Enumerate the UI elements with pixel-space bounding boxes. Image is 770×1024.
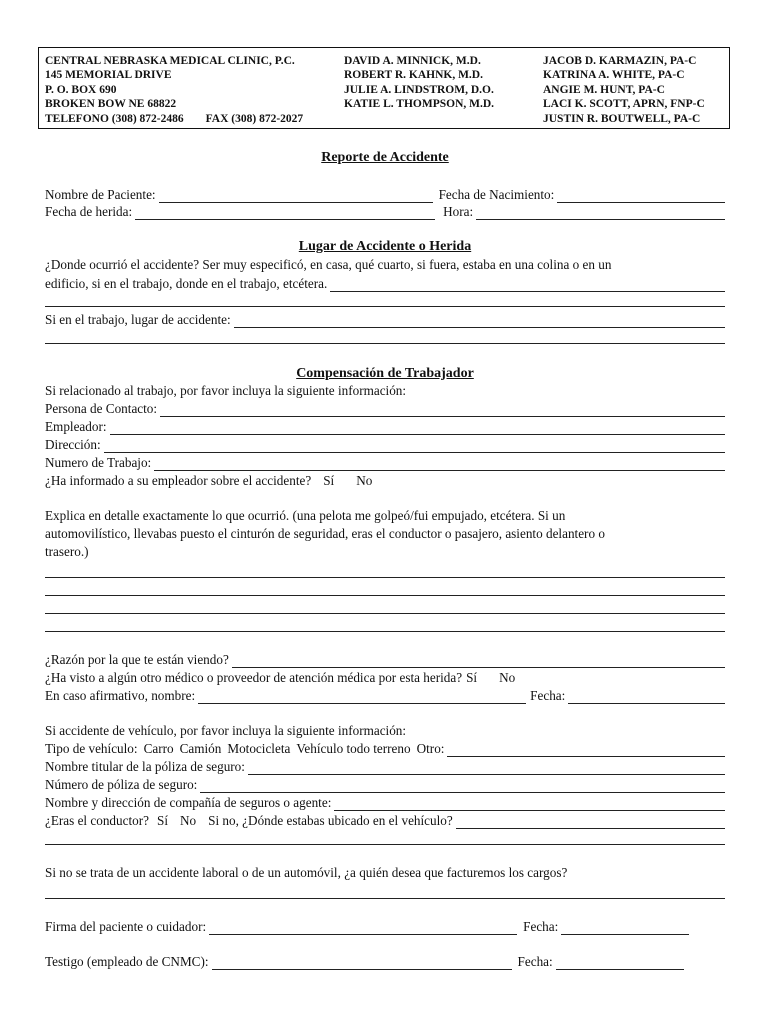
insurance-company-row <box>45 795 725 811</box>
form-title: Reporte de Accidente <box>321 150 449 165</box>
vehicle-intro: Si accidente de vehículo, por favor incluya la siguiente información: <box>45 723 407 738</box>
patient-name-field[interactable] <box>159 190 433 203</box>
work-place-label: Si en el trabajo, lugar de accidente: <box>45 312 231 327</box>
work-number-row <box>45 455 725 471</box>
vehicle-type-atv-option[interactable]: Vehículo todo terreno <box>296 741 411 756</box>
provider-name: KATRINA A. WHITE, PA-C <box>543 69 685 82</box>
explain-line-field[interactable] <box>45 631 725 632</box>
other-doctor-date-field[interactable] <box>568 691 725 704</box>
policy-holder-field[interactable] <box>248 762 725 775</box>
insurance-company-field[interactable] <box>334 798 725 811</box>
comp-intro-row <box>45 383 725 399</box>
driver-row <box>45 813 725 829</box>
insurance-company-label: Nombre y dirección de compañía de seguros o agente: <box>45 795 332 810</box>
reason-field[interactable] <box>232 655 725 668</box>
address-field[interactable] <box>104 440 725 453</box>
comp-intro: Si relacionado al trabajo, por favor incluya la siguiente información: <box>45 383 407 398</box>
location-question-line2: edificio, si en el trabajo, donde en el trabajo, etcétera. <box>45 276 328 291</box>
signature-field[interactable] <box>209 922 517 935</box>
billing-field[interactable] <box>45 898 725 899</box>
provider-name: ANGIE M. HUNT, PA-C <box>543 83 665 96</box>
location-extra-line[interactable] <box>45 306 725 307</box>
signature-label: Firma del paciente o cuidador: <box>45 919 207 934</box>
contact-label: Persona de Contacto: <box>45 401 158 416</box>
time-label: Hora: <box>443 204 474 219</box>
vehicle-type-other-field[interactable] <box>447 744 725 757</box>
witness-row <box>45 954 725 970</box>
location-field[interactable] <box>330 279 725 292</box>
billing-row <box>45 865 725 881</box>
clinic-fax: FAX (308) 872-2027 <box>205 112 304 125</box>
witness-date-field[interactable] <box>556 957 684 970</box>
injury-date-field[interactable] <box>135 207 435 220</box>
witness-field[interactable] <box>212 957 512 970</box>
vehicle-type-car-option[interactable]: Carro <box>143 741 174 756</box>
clinic-street: 145 MEMORIAL DRIVE <box>45 69 172 82</box>
other-doctor-name-field[interactable] <box>198 691 526 704</box>
patient-name-row <box>45 187 725 203</box>
location-heading: Lugar de Accidente o Herida <box>298 239 472 254</box>
injury-date-label: Fecha de herida: <box>45 204 133 219</box>
clinic-city: BROKEN BOW NE 68822 <box>45 98 177 111</box>
signature-date-label: Fecha: <box>523 919 559 934</box>
explain-line1: Explica en detalle exactamente lo que ocurrió. (una pelota me golpeó/fui empujado, etcétera. Si un <box>45 508 566 523</box>
witness-label: Testigo (empleado de CNMC): <box>45 954 209 969</box>
vehicle-type-truck-option[interactable]: Camión <box>179 741 222 756</box>
policy-number-field[interactable] <box>200 780 725 793</box>
witness-date-label: Fecha: <box>517 954 553 969</box>
contact-row <box>45 401 725 417</box>
reason-label: ¿Razón por la que te están viendo? <box>45 652 229 667</box>
doctors-list <box>344 54 494 112</box>
contact-field[interactable] <box>160 404 725 417</box>
informed-label: ¿Ha informado a su empleador sobre el accidente? <box>45 473 312 488</box>
work-place-row <box>45 312 725 328</box>
address-row <box>45 437 725 453</box>
seat-location-label: Si no, ¿Dónde estabas ubicado en el vehículo? <box>208 813 453 828</box>
explain-instructions <box>45 507 725 561</box>
explain-line2: automovilístico, llevabas puesto el cinturón de seguridad, eras el conductor o pasajero, asiento delantero o <box>45 526 605 541</box>
driver-label: ¿Eras el conductor? <box>45 813 149 828</box>
other-doctor-no-option[interactable]: No <box>499 670 516 685</box>
comp-heading: Compensación de Trabajador <box>296 366 474 381</box>
provider-name: JUSTIN R. BOUTWELL, PA-C <box>543 112 701 125</box>
patient-name-label: Nombre de Paciente: <box>45 187 156 202</box>
provider-name: LACI K. SCOTT, APRN, FNP-C <box>543 98 705 111</box>
clinic-phone: TELEFONO (308) 872-2486 <box>45 112 184 125</box>
clinic-address-block <box>45 54 303 126</box>
doctor-name: JULIE A. LINDSTROM, D.O. <box>344 83 494 96</box>
other-doctor-name-label: En caso afirmativo, nombre: <box>45 688 196 703</box>
provider-name: JACOB D. KARMAZIN, PA-C <box>543 55 697 67</box>
vehicle-intro-row <box>45 723 725 739</box>
work-place-extra-line[interactable] <box>45 343 725 344</box>
clinic-contact-line <box>45 112 303 126</box>
other-doctor-date-label: Fecha: <box>530 688 566 703</box>
signature-date-field[interactable] <box>561 922 689 935</box>
informed-no-option[interactable]: No <box>356 473 373 488</box>
clinic-header <box>38 47 730 129</box>
other-doctor-name-row <box>45 688 725 704</box>
vehicle-type-label: Tipo de vehículo: <box>45 741 138 756</box>
time-field[interactable] <box>476 207 725 220</box>
informed-row <box>45 473 725 489</box>
location-question-row <box>45 276 725 292</box>
dob-field[interactable] <box>557 190 725 203</box>
work-number-label: Numero de Trabajo: <box>45 455 152 470</box>
explain-line-field[interactable] <box>45 577 725 578</box>
doctor-name: KATIE L. THOMPSON, M.D. <box>344 98 495 111</box>
location-question-line1: ¿Donde ocurrió el accidente? Ser muy especificó, en casa, qué cuarto, si fuera, estaba en una colina o en un <box>45 257 612 272</box>
address-label: Dirección: <box>45 437 101 452</box>
clinic-name: CENTRAL NEBRASKA MEDICAL CLINIC, P.C. <box>45 55 295 67</box>
seat-location-extra-line[interactable] <box>45 844 725 845</box>
other-doctor-row <box>45 670 725 686</box>
seat-location-field[interactable] <box>456 816 725 829</box>
policy-number-row <box>45 777 725 793</box>
vehicle-type-row <box>45 741 725 757</box>
other-doctor-yes-option[interactable]: Sí <box>466 670 478 685</box>
employer-label: Empleador: <box>45 419 107 434</box>
reason-row <box>45 652 725 668</box>
explain-line-field[interactable] <box>45 595 725 596</box>
signature-row <box>45 919 725 935</box>
vehicle-type-other-label: Otro: <box>416 741 445 756</box>
employer-field[interactable] <box>110 422 725 435</box>
informed-yes-option[interactable]: Sí <box>323 473 335 488</box>
driver-yes-option[interactable]: Sí <box>156 813 168 828</box>
policy-holder-label: Nombre titular de la póliza de seguro: <box>45 759 245 774</box>
dob-label: Fecha de Nacimiento: <box>438 187 555 202</box>
explain-line3: trasero.) <box>45 544 89 559</box>
providers-list <box>543 54 705 126</box>
clinic-po-box: P. O. BOX 690 <box>45 83 117 96</box>
vehicle-type-motorcycle-option[interactable]: Motocicleta <box>227 741 291 756</box>
employer-row <box>45 419 725 435</box>
other-doctor-label: ¿Ha visto a algún otro médico o proveedor de atención médica por esta herida? <box>45 670 463 685</box>
location-question <box>45 256 725 274</box>
injury-date-row <box>45 204 725 220</box>
work-number-field[interactable] <box>154 458 725 471</box>
doctor-name: ROBERT R. KAHNK, M.D. <box>344 69 483 82</box>
doctor-name: DAVID A. MINNICK, M.D. <box>344 55 481 67</box>
work-place-field[interactable] <box>234 315 725 328</box>
driver-no-option[interactable]: No <box>179 813 197 828</box>
billing-question: Si no se trata de un accidente laboral o de un automóvil, ¿a quién desea que facturemos los cargos? <box>45 865 568 880</box>
explain-line-field[interactable] <box>45 613 725 614</box>
policy-holder-row <box>45 759 725 775</box>
policy-number-label: Número de póliza de seguro: <box>45 777 198 792</box>
